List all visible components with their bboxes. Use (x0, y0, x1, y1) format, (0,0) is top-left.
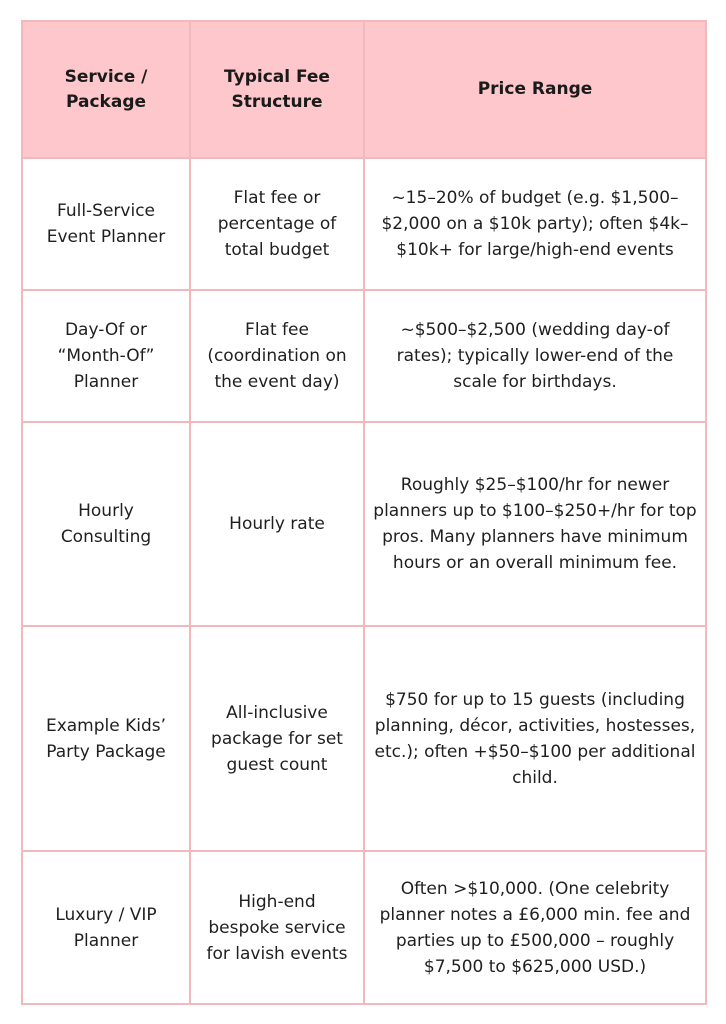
table-row (22, 422, 706, 626)
table-body (22, 158, 706, 1004)
price-cell: Roughly $25–$100/hr for newer planners up to $100–$250+/hr for top pros. Many planners have minimum hours or an overall minimum fee. (364, 422, 706, 626)
table-row (22, 626, 706, 851)
fee-cell: Hourly rate (190, 422, 364, 626)
fee-cell: Flat fee or percentage of total budget (190, 158, 364, 290)
fee-cell: All-inclusive package for set guest count (190, 626, 364, 851)
service-cell: Day-Of or “Month-Of” Planner (22, 290, 190, 422)
price-cell: ~15–20% of budget (e.g. $1,500–$2,000 on a $10k party); often $4k–$10k+ for large/high-end events (364, 158, 706, 290)
table-header (22, 21, 706, 158)
header-fee-structure: Typical Fee Structure (190, 21, 364, 158)
pricing-table (21, 20, 707, 1005)
table-row (22, 158, 706, 290)
service-cell: Luxury / VIP Planner (22, 851, 190, 1004)
service-cell: Hourly Consulting (22, 422, 190, 626)
price-cell: $750 for up to 15 guests (including planning, décor, activities, hostesses, etc.); often +$50–$100 per additional child. (364, 626, 706, 851)
header-row (22, 21, 706, 158)
header-price-range: Price Range (364, 21, 706, 158)
price-cell: Often >$10,000. (One celebrity planner notes a £6,000 min. fee and parties up to £500,000 – roughly $7,500 to $625,000 USD.) (364, 851, 706, 1004)
fee-cell: Flat fee (coordination on the event day) (190, 290, 364, 422)
table-row (22, 851, 706, 1004)
fee-cell: High-end bespoke service for lavish events (190, 851, 364, 1004)
service-cell: Example Kids’ Party Package (22, 626, 190, 851)
header-service: Service / Package (22, 21, 190, 158)
table-row (22, 290, 706, 422)
price-cell: ~$500–$2,500 (wedding day-of rates); typically lower-end of the scale for birthdays. (364, 290, 706, 422)
service-cell: Full-Service Event Planner (22, 158, 190, 290)
